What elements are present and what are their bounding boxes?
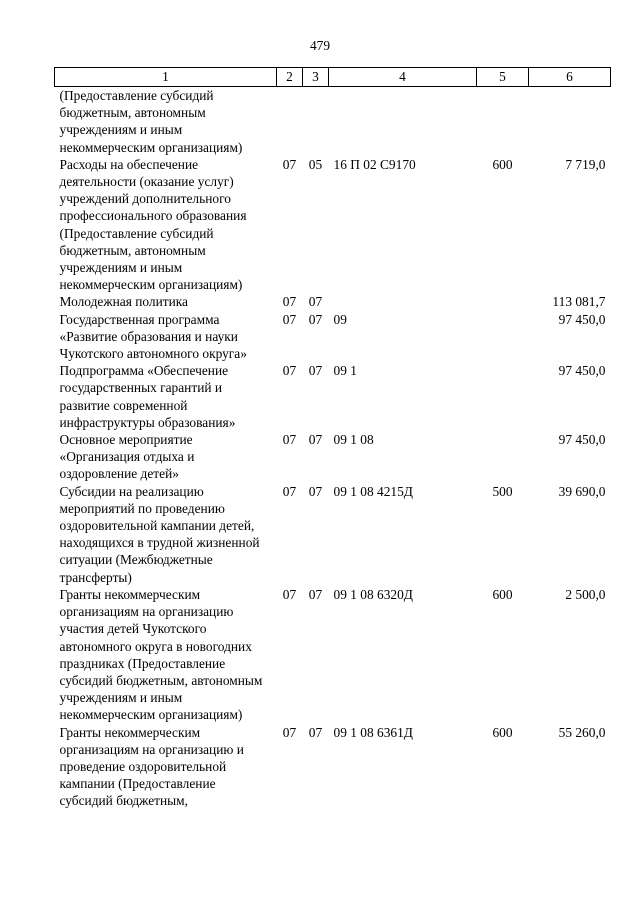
- row-expense-type: [477, 431, 529, 483]
- table-row: [55, 586, 611, 724]
- row-section: [277, 87, 303, 156]
- header-col-3: 3: [303, 68, 329, 87]
- row-subsection: [303, 87, 329, 156]
- row-name: Государственная программа «Развитие образования и науки Чукотского автономного округа»: [59, 311, 247, 362]
- row-name: Молодежная политика: [59, 294, 189, 310]
- table-row: [55, 724, 611, 810]
- row-subsection: 07: [308, 586, 323, 602]
- table-row: [55, 483, 611, 586]
- row-section: 07: [282, 586, 297, 602]
- row-section: 07: [282, 432, 297, 448]
- row-amount: 55 260,0: [558, 724, 606, 740]
- row-expense-type: 600: [492, 586, 513, 602]
- table-row: [55, 431, 611, 483]
- table-row: [55, 362, 611, 431]
- row-target-article: 09 1: [333, 363, 357, 379]
- row-section: 07: [282, 483, 297, 499]
- row-subsection: 05: [308, 156, 323, 172]
- row-amount: 97 450,0: [558, 311, 606, 327]
- row-name: Гранты некоммерческим организациям на организацию участия детей Чукотского автономного округа в новогодних праздниках (Предоставление субсидий бюджетным, автономным учреждениям и иным некоммерческим организациям): [59, 586, 263, 723]
- row-subsection: 07: [308, 724, 323, 740]
- header-col-1: 1: [55, 68, 277, 87]
- row-expense-type: [477, 311, 529, 363]
- row-name: (Предоставление субсидий бюджетным, автономным учреждениям и иным некоммерческим организациям): [59, 88, 243, 155]
- row-section: 07: [282, 311, 297, 327]
- table-header: [55, 68, 611, 87]
- row-section: 07: [282, 363, 297, 379]
- row-target-article: [329, 87, 477, 156]
- row-expense-type: 600: [492, 156, 513, 172]
- row-subsection: 07: [308, 311, 323, 327]
- table-row: [55, 87, 611, 156]
- row-target-article: 09: [333, 311, 347, 327]
- header-col-4: 4: [329, 68, 477, 87]
- row-target-article: 09 1 08 6320Д: [333, 586, 413, 602]
- row-section: 07: [282, 156, 297, 172]
- row-section: 07: [282, 294, 297, 310]
- row-expense-type: [477, 293, 529, 310]
- row-amount: [529, 87, 611, 156]
- row-expense-type: [477, 87, 529, 156]
- header-col-6: 6: [529, 68, 611, 87]
- row-target-article: 09 1 08 4215Д: [333, 483, 413, 499]
- row-subsection: 07: [308, 432, 323, 448]
- row-target-article: 09 1 08: [333, 432, 374, 448]
- row-name: Субсидии на реализацию мероприятий по проведению оздоровительной кампании детей, находящихся в трудной жизненной ситуации (Межбюджетные трансферты): [59, 483, 260, 585]
- row-name: Подпрограмма «Обеспечение государственных гарантий и развитие современной инфраструктуры образования»: [59, 363, 236, 430]
- row-subsection: 07: [308, 363, 323, 379]
- budget-table: [54, 67, 611, 810]
- row-target-article: [329, 293, 477, 310]
- table-body: [55, 87, 611, 810]
- row-subsection: 07: [308, 294, 323, 310]
- header-col-2: 2: [277, 68, 303, 87]
- row-expense-type: [477, 362, 529, 431]
- row-target-article: 16 П 02 С9170: [333, 156, 416, 172]
- row-name: Основное мероприятие «Организация отдыха и оздоровление детей»: [59, 432, 195, 482]
- page-number: 479: [309, 38, 331, 53]
- table-row: [55, 156, 611, 294]
- row-expense-type: 500: [492, 483, 513, 499]
- row-amount: 97 450,0: [558, 432, 606, 448]
- row-name: Расходы на обеспечение деятельности (оказание услуг) учреждений дополнительного профессионального образования (Предоставление субсидий бюджетным, автономным учреждениям и иным некоммерческим организациям): [59, 156, 247, 293]
- row-target-article: 09 1 08 6361Д: [333, 724, 413, 740]
- row-name: Гранты некоммерческим организациям на организацию и проведение оздоровительной кампании (Предоставление субсидий бюджетным,: [59, 724, 244, 809]
- row-amount: 7 719,0: [565, 156, 606, 172]
- row-subsection: 07: [308, 483, 323, 499]
- header-row: [55, 68, 611, 87]
- row-amount: 113 081,7: [552, 294, 606, 310]
- table-row: [55, 311, 611, 363]
- row-expense-type: 600: [492, 724, 513, 740]
- header-col-5: 5: [477, 68, 529, 87]
- table-row-section-total: [55, 293, 611, 310]
- row-amount: 2 500,0: [565, 586, 606, 602]
- row-section: 07: [282, 724, 297, 740]
- row-amount: 39 690,0: [558, 483, 606, 499]
- row-amount: 97 450,0: [558, 363, 606, 379]
